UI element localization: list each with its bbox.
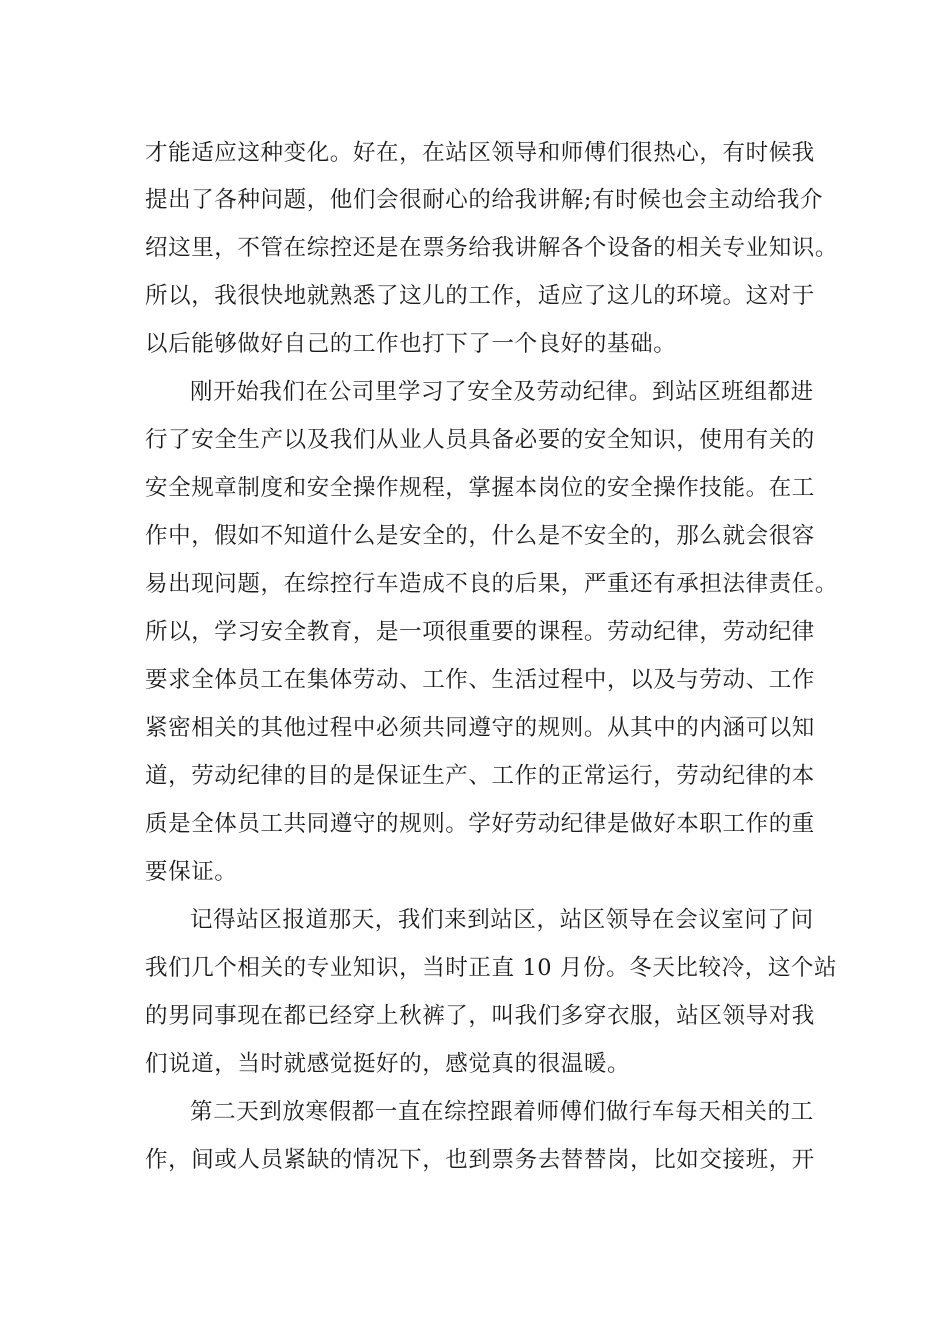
- text-line: 安全规章制度和安全操作规程，掌握本岗位的安全操作技能。在工: [145, 475, 815, 501]
- text-line: 才能适应这种变化。好在，在站区领导和师傅们很热心，有时候我: [145, 140, 815, 166]
- paragraph-first-line: 第二天到放寒假都一直在综控跟着师傅们做行车每天相关的工: [190, 1099, 814, 1125]
- text-line: 要保证。: [145, 859, 238, 885]
- text-line: 作，间或人员紧缺的情况下，也到票务去替替岗，比如交接班，开: [145, 1147, 815, 1173]
- text-line: 绍这里，不管在综控还是在票务给我讲解各个设备的相关专业知识。: [145, 235, 839, 261]
- text-line: 我们几个相关的专业知识，当时正直 10 月份。冬天比较冷，这个站: [145, 955, 838, 981]
- text-line: 作中，假如不知道什么是安全的，什么是不安全的，那么就会很容: [145, 523, 815, 549]
- text-line: 以后能够做好自己的工作也打下了一个良好的基础。: [145, 331, 677, 357]
- text-line: 们说道，当时就感觉挺好的，感觉真的很温暖。: [145, 1051, 631, 1077]
- text-line: 提出了各种问题，他们会很耐心的给我讲解;有时候也会主动给我介: [145, 187, 824, 213]
- text-line: 行了安全生产以及我们从业人员具备必要的安全知识，使用有关的: [145, 427, 815, 453]
- text-line: 紧密相关的其他过程中必须共同遵守的规则。从其中的内涵可以知: [145, 715, 815, 741]
- text-line: 的男同事现在都已经穿上秋裤了，叫我们多穿衣服，站区领导对我: [145, 1003, 815, 1029]
- text-line: 所以，学习安全教育，是一项很重要的课程。劳动纪律，劳动纪律: [145, 619, 815, 645]
- paragraph-first-line: 刚开始我们在公司里学习了安全及劳动纪律。到站区班组都进: [190, 379, 814, 405]
- text-line: 所以，我很快地就熟悉了这儿的工作，适应了这儿的环境。这对于: [145, 283, 815, 309]
- text-line: 质是全体员工共同遵守的规则。学好劳动纪律是做好本职工作的重: [145, 811, 815, 837]
- text-line: 道，劳动纪律的目的是保证生产、工作的正常运行，劳动纪律的本: [145, 763, 815, 789]
- paragraph-first-line: 记得站区报道那天，我们来到站区，站区领导在会议室问了问: [190, 907, 814, 933]
- text-line: 易出现问题，在综控行车造成不良的后果，严重还有承担法律责任。: [145, 571, 839, 597]
- text-line: 要求全体员工在集体劳动、工作、生活过程中，以及与劳动、工作: [145, 667, 815, 693]
